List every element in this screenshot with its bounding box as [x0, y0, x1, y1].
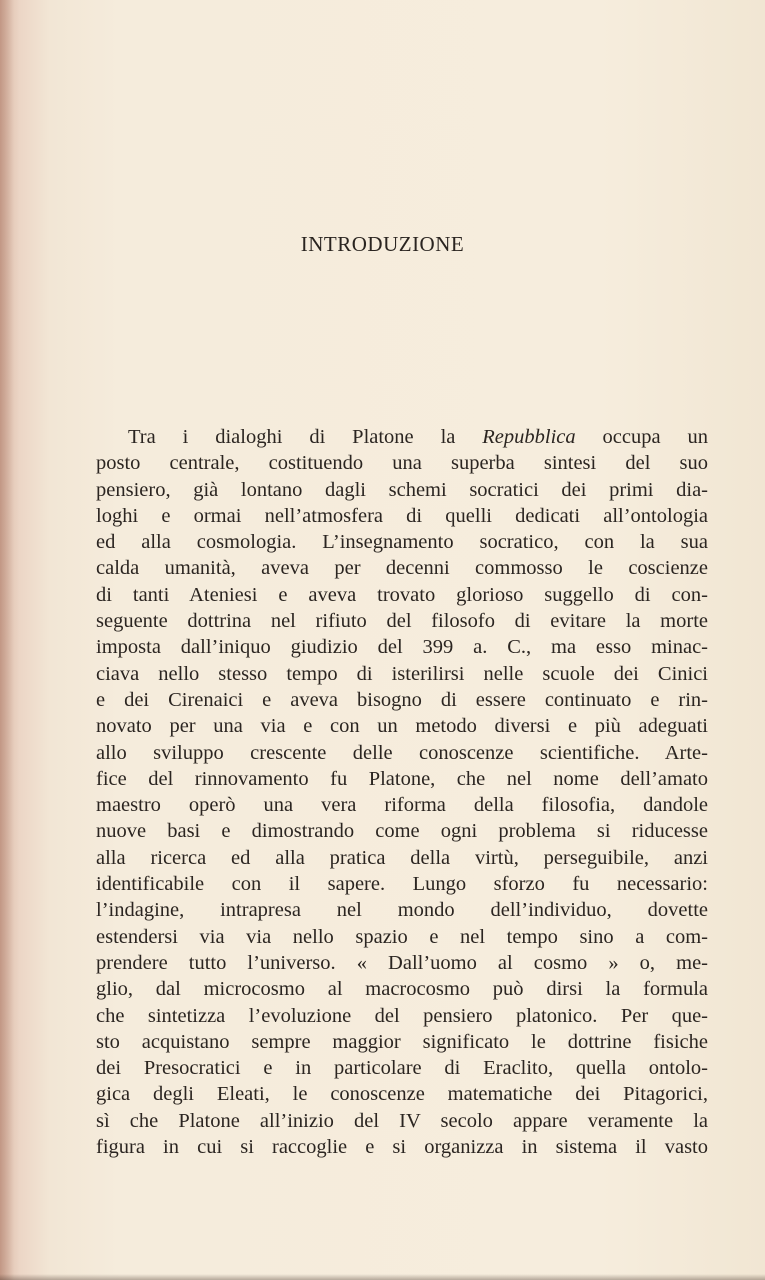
text-line: ed alla cosmologia. L’insegnamento socratico, con la sua: [96, 531, 708, 554]
text-line: figura in cui si raccoglie e si organizza in sistema il vasto: [96, 1136, 708, 1159]
text-segment: occupa un: [575, 426, 708, 448]
text-segment: Tra i dialoghi di Platone la: [128, 426, 483, 448]
text-line: glio, dal microcosmo al macrocosmo può dirsi la formula: [96, 978, 708, 1001]
text-line: ciava nello stesso tempo di isterilirsi nelle scuole dei Cinici: [96, 662, 708, 685]
text-line: e dei Cirenaici e aveva bisogno di essere continuato e rin-: [96, 688, 708, 711]
text-line: dei Presocratici e in particolare di Eraclito, quella ontolo-: [96, 1057, 708, 1080]
text-line: allo sviluppo crescente delle conoscenze scientifiche. Arte-: [96, 741, 708, 764]
text-line: alla ricerca ed alla pratica della virtù, perseguibile, anzi: [96, 846, 708, 869]
text-line: loghi e ormai nell’atmosfera di quelli dedicati all’ontologia: [96, 504, 708, 527]
text-line: fice del rinnovamento fu Platone, che nel nome dell’amato: [96, 767, 708, 790]
book-title-italic: Repubblica: [482, 426, 576, 448]
text-line: seguente dottrina nel rifiuto del filosofo di evitare la morte: [96, 610, 708, 633]
text-line: gica degli Eleati, le conoscenze matematiche dei Pitagorici,: [96, 1083, 708, 1106]
text-line: sto acquistano sempre maggior significato le dottrine fisiche: [96, 1030, 708, 1053]
spine-shadow: [0, 0, 14, 1280]
text-line: l’indagine, intrapresa nel mondo dell’individuo, dovette: [96, 899, 708, 922]
text-line: che sintetizza l’evoluzione del pensiero platonico. Per que-: [96, 1004, 708, 1027]
text-line: estendersi via via nello spazio e nel tempo sino a com-: [96, 925, 708, 948]
text-line: posto centrale, costituendo una superba sintesi del suo: [96, 452, 708, 475]
text-line: [96, 424, 708, 450]
text-line: calda umanità, aveva per decenni commosso le coscienze: [96, 557, 708, 580]
text-line: sì che Platone all’inizio del IV secolo appare veramente la: [96, 1109, 708, 1132]
text-line: nuove basi e dimostrando come ogni problema si riducesse: [96, 820, 708, 843]
text-line: prendere tutto l’universo. « Dall’uomo al cosmo » o, me-: [96, 951, 708, 974]
page-bottom-edge: [0, 1274, 765, 1280]
chapter-heading: INTRODUZIONE: [300, 232, 465, 256]
text-line: pensiero, già lontano dagli schemi socratici dei primi dia-: [96, 478, 708, 501]
text-line: di tanti Ateniesi e aveva trovato glorioso suggello di con-: [96, 583, 708, 606]
text-line: maestro operò una vera riforma della filosofia, dandole: [96, 794, 708, 817]
text-line: identificabile con il sapere. Lungo sforzo fu necessario:: [96, 873, 708, 896]
text-line: imposta dall’iniquo giudizio del 399 a. C., ma esso minac-: [96, 636, 708, 659]
text-line: novato per una via e con un metodo diversi e più adeguati: [96, 715, 708, 738]
body-paragraph: [96, 424, 708, 1160]
